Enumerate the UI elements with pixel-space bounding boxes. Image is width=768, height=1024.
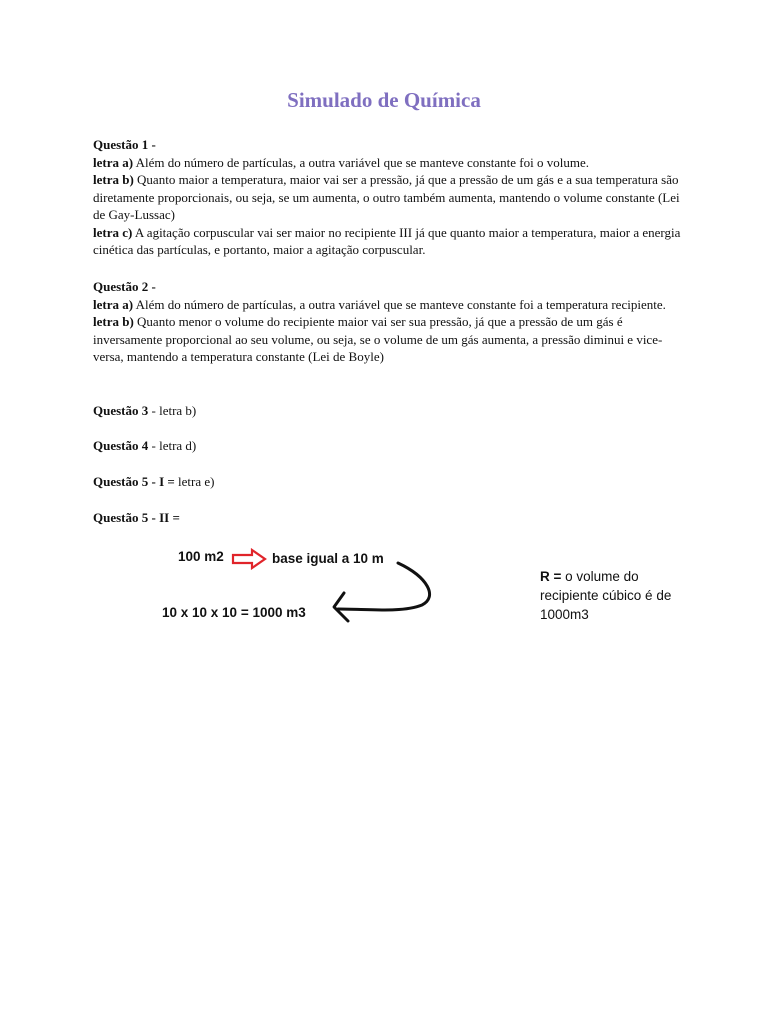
q4-text: - letra d): [148, 438, 197, 453]
curved-arrow-icon: [320, 555, 440, 630]
q1-c-label: letra c): [93, 224, 133, 240]
q5a-text: letra e): [174, 474, 215, 489]
q3-heading: Questão 3: [93, 403, 149, 418]
q5a-heading: Questão 5 - I =: [93, 474, 175, 489]
q4-heading: Questão 4: [93, 438, 149, 453]
q5b-heading: Questão 5 - II =: [93, 510, 180, 525]
area-label: 100 m2: [178, 549, 224, 564]
question-3: [93, 402, 683, 420]
question-1-c: [93, 224, 683, 259]
page-title: Simulado de Química: [287, 88, 481, 112]
answer: [540, 567, 690, 624]
q2-b-text: Quanto menor o volume do recipiente maior vai ser sua pressão, já que a pressão de um gás é inversamente proporcional ao seu volume, ou seja, se o volume de um gás aumenta, a pressão diminui e vice-versa, mantendo a temperatura constante (Lei de Boyle): [93, 314, 663, 364]
q2-b-label: letra b): [93, 314, 134, 329]
q3-text: - letra b): [148, 403, 197, 418]
question-4: [93, 437, 683, 455]
question-2-heading: Questão 2 -: [93, 279, 156, 294]
question-1-b: [93, 171, 683, 224]
question-2: [93, 278, 683, 366]
q2-a-text: Além do número de partículas, a outra variável que se manteve constante foi a temperatura recipiente.: [133, 296, 666, 312]
question-2-b: [93, 313, 683, 366]
right-arrow-icon: [230, 548, 268, 570]
q1-a-text: Além do número de partículas, a outra variável que se manteve constante foi o volume.: [133, 154, 589, 170]
question-1-heading: Questão 1 -: [93, 137, 156, 152]
question-1-a: [93, 154, 683, 172]
volume-calc: 10 x 10 x 10 = 1000 m3: [162, 605, 306, 620]
answer-label: R =: [540, 569, 562, 584]
answer-text: o volume do recipiente cúbico é de 1000m3: [540, 569, 672, 622]
q1-b-label: letra b): [93, 172, 134, 187]
q2-a-label: letra a): [93, 296, 134, 312]
q1-a-label: letra a): [93, 154, 134, 170]
question-5-i: [93, 473, 683, 491]
question-1: [93, 136, 683, 259]
q1-b-text: Quanto maior a temperatura, maior vai ser a pressão, já que a pressão de um gás e a sua temperatura são diretamente proporcionais, ou seja, se um aumenta, o outro também aumenta, mantendo o volume constante (Lei de Gay-Lussac): [93, 172, 680, 222]
question-5-ii: [93, 509, 683, 527]
base-label: base igual a 10 m: [272, 551, 384, 566]
question-2-a: [93, 296, 683, 314]
q1-c-text: A agitação corpuscular vai ser maior no recipiente III já que quanto maior a temperatura, maior a energia cinética das partículas, e portanto, maior a agitação corpuscular.: [93, 224, 681, 257]
